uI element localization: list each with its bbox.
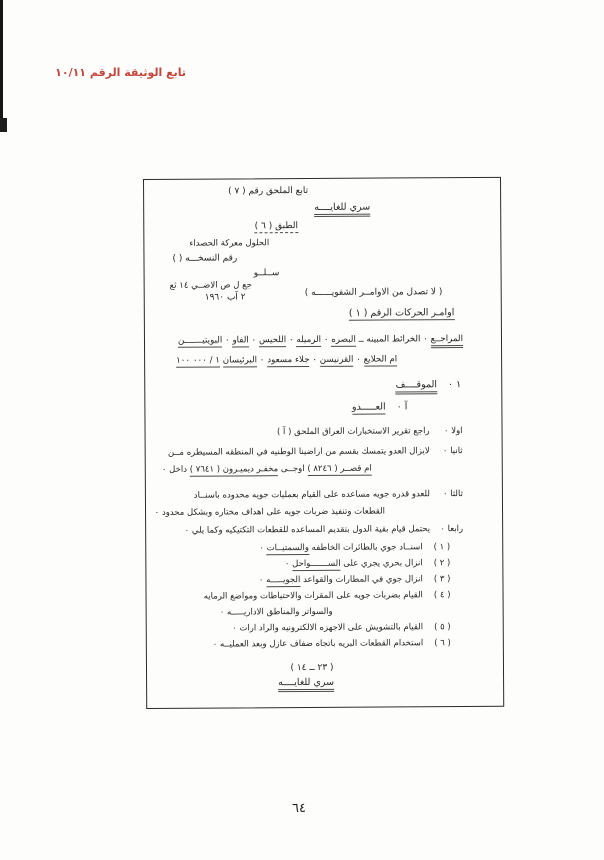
ref-sep: ــ xyxy=(355,334,367,345)
subitem-6 xyxy=(213,638,451,650)
item-third-text-2: القطعات وتنفيذ ضربات جويه على اهداف مختاره وبشكل محدود ٠ xyxy=(154,506,386,518)
ref-sheet: ام الحلايع xyxy=(363,354,398,365)
subitem-2 xyxy=(285,558,451,570)
subitem-4-marker: ( ٤ ) xyxy=(433,590,451,601)
issue-place-line: ســلــو xyxy=(253,268,280,279)
appendix-continuation-note: تابع الملحق رقم ( ٧ ) xyxy=(228,185,309,197)
ref-sheet: جلاء مسعود xyxy=(267,354,310,366)
map-references-line-2 xyxy=(176,354,397,366)
subitem-3-end: ٠ xyxy=(258,575,267,586)
ref-sheet: القرنيسن xyxy=(319,354,354,365)
subitem-3 xyxy=(259,574,451,586)
subitem-5-text: القيام بالتشويش على الاجهزه الالكترونيه والراد ارات ٠ xyxy=(232,622,424,634)
ref-sheet-last: البويتيـــــــن xyxy=(177,335,223,346)
references-label: المراجــع xyxy=(431,334,463,348)
subitem-1 xyxy=(259,542,450,554)
subject-line: الحلول معركة الحصداء xyxy=(189,238,270,249)
map-references-line-1 xyxy=(157,334,463,347)
item-first-text: راجع تقرير الاستخبارات العراق الملحق ( آ ) xyxy=(276,426,430,438)
item-second-text-2 xyxy=(162,464,372,476)
scan-edge-artifact-notch xyxy=(0,118,7,132)
section-1-title: الموقــــف xyxy=(396,379,438,394)
ref-sheet-rumaila: الرميله xyxy=(296,334,322,346)
ref-sep: ٠ xyxy=(321,334,332,345)
ref-sep: ٠ xyxy=(257,355,268,366)
ref-sep: ٠ xyxy=(420,334,431,345)
ref-sep: ٠ xyxy=(353,354,364,365)
scan-edge-artifact xyxy=(0,0,3,132)
subitem-6-text: استخدام القطعات البريه باتجاه ضفاف عازل وبعد العمليــه ٠ xyxy=(212,638,424,650)
ref-sep: ٠ xyxy=(222,335,233,346)
item-second-marker: ثانيا ٠ xyxy=(442,446,463,457)
subitem-4-text-2: والسواتر والمناطق الاداريـــــه ٠ xyxy=(219,606,333,618)
subitem-5-marker: ( ٥ ) xyxy=(434,622,451,633)
ref-sheet: البرئيسان xyxy=(222,355,258,366)
classification-top-text: سري للغايــــه xyxy=(314,202,370,217)
ref-sheet-lahis: اللحيس xyxy=(258,335,287,346)
item-second-end: داخل ٠ xyxy=(161,464,190,475)
item-second-text: لايزال العدو يتمسك بقسم من اراضينا الوطنيه في المنطقه المسيطره مــن xyxy=(167,446,430,458)
ref-sheet-basra: البصره xyxy=(331,334,356,345)
subsection-a-title: العـــــدو xyxy=(351,401,386,413)
subitem-1-end: ٠ xyxy=(259,543,267,554)
subitem-2-ul: الســـــــواحل xyxy=(292,558,341,570)
item-second-mid: اوجــى xyxy=(278,464,308,475)
page-range: ( ٢٣ ــ ١٤ ) xyxy=(290,662,334,674)
subitem-6-marker: ( ٦ ) xyxy=(434,638,451,649)
classification-bottom xyxy=(263,677,349,689)
red-document-number-annotation: تابع الوثيقة الرقم ١٠/١١ xyxy=(55,66,186,79)
classification-top xyxy=(314,202,370,214)
subitem-3-marker: ( ٣ ) xyxy=(433,574,451,585)
section-1-marker: ١ ٠ xyxy=(447,379,462,391)
item-fourth-text: يحتمل قيام بقية الدول بتقديم المساعده للقطعات التكتيكيه وكما يلي ٠ xyxy=(184,524,431,536)
grid-outpost: مخفـر ديميـرون ( ٧٦٤١ ) xyxy=(189,464,279,475)
subsection-a-marker: آ ٠ xyxy=(396,401,408,413)
subitem-4 xyxy=(204,590,451,602)
grid-umm-qasr: ام قصــر ( ٨٢٤٦ ) xyxy=(307,463,372,475)
subsection-a-enemy xyxy=(352,401,407,413)
subitem-2-text: انزال بحري يجري على xyxy=(340,558,423,569)
item-fourth-marker: رابعا ٠ xyxy=(440,524,464,535)
operations-order-title-text: اوامـر الحركات الرقم ( ١ ) xyxy=(348,307,455,319)
reference-code-line: جع ل ص الاضــي ١٤ ثع xyxy=(169,280,252,291)
subitem-1-ul: والسمتيــات xyxy=(266,542,309,554)
item-first-marker: اولا ٠ xyxy=(443,426,463,437)
item-third-text: للعدو قدره جويه مساعده على القيام بعمليات جويه محدوده باسنــاد xyxy=(193,489,430,501)
subitem-1-text: اسنــاد جوي بالطائرات الخاطفه xyxy=(308,542,423,553)
verbal-orders-note: ( لا تصدل من الاوامــر الشفويــــــه ) xyxy=(304,287,443,299)
subitem-5 xyxy=(232,622,451,634)
ref-sep: ٠ xyxy=(248,335,260,346)
map-scale: ١ / ٠٠٠ ١٠٠ xyxy=(176,355,221,366)
subitem-2-end: ٠ xyxy=(284,559,293,570)
document-frame xyxy=(143,177,504,709)
ref-maps-word: الخرائط المبينه xyxy=(366,334,421,345)
ref-sheet-fao: الفاو xyxy=(232,335,249,346)
copy-serial-line: رقم النسخـــه ( ) xyxy=(172,253,238,264)
copy-number-text: الطبق ( ٦ ) xyxy=(254,221,298,232)
operations-order-title xyxy=(349,307,455,320)
classification-bottom-text: سري للغايــــه xyxy=(278,677,334,692)
subitem-3-ul: الجويـــــه xyxy=(266,575,301,586)
ref-sep: ٠ xyxy=(286,335,297,346)
copy-number-line xyxy=(244,221,308,233)
section-1-situation xyxy=(396,379,462,391)
subitem-4-text: القيام بضربات جويه على المقرات والاحتياطات ومواضع الرمايه xyxy=(203,590,423,602)
subitem-1-marker: ( ١ ) xyxy=(433,542,451,553)
ref-sep: ٠ xyxy=(309,354,320,365)
subitem-2-marker: ( ٢ ) xyxy=(433,558,451,569)
page-number: ٦٤ xyxy=(292,801,306,816)
item-third-marker: ثالثا ٠ xyxy=(442,489,463,500)
issue-date-line: ٢ آب ١٩٦٠ xyxy=(204,292,246,303)
subitem-3-text: انزال جوي في المطارات والقواعد xyxy=(300,574,423,586)
